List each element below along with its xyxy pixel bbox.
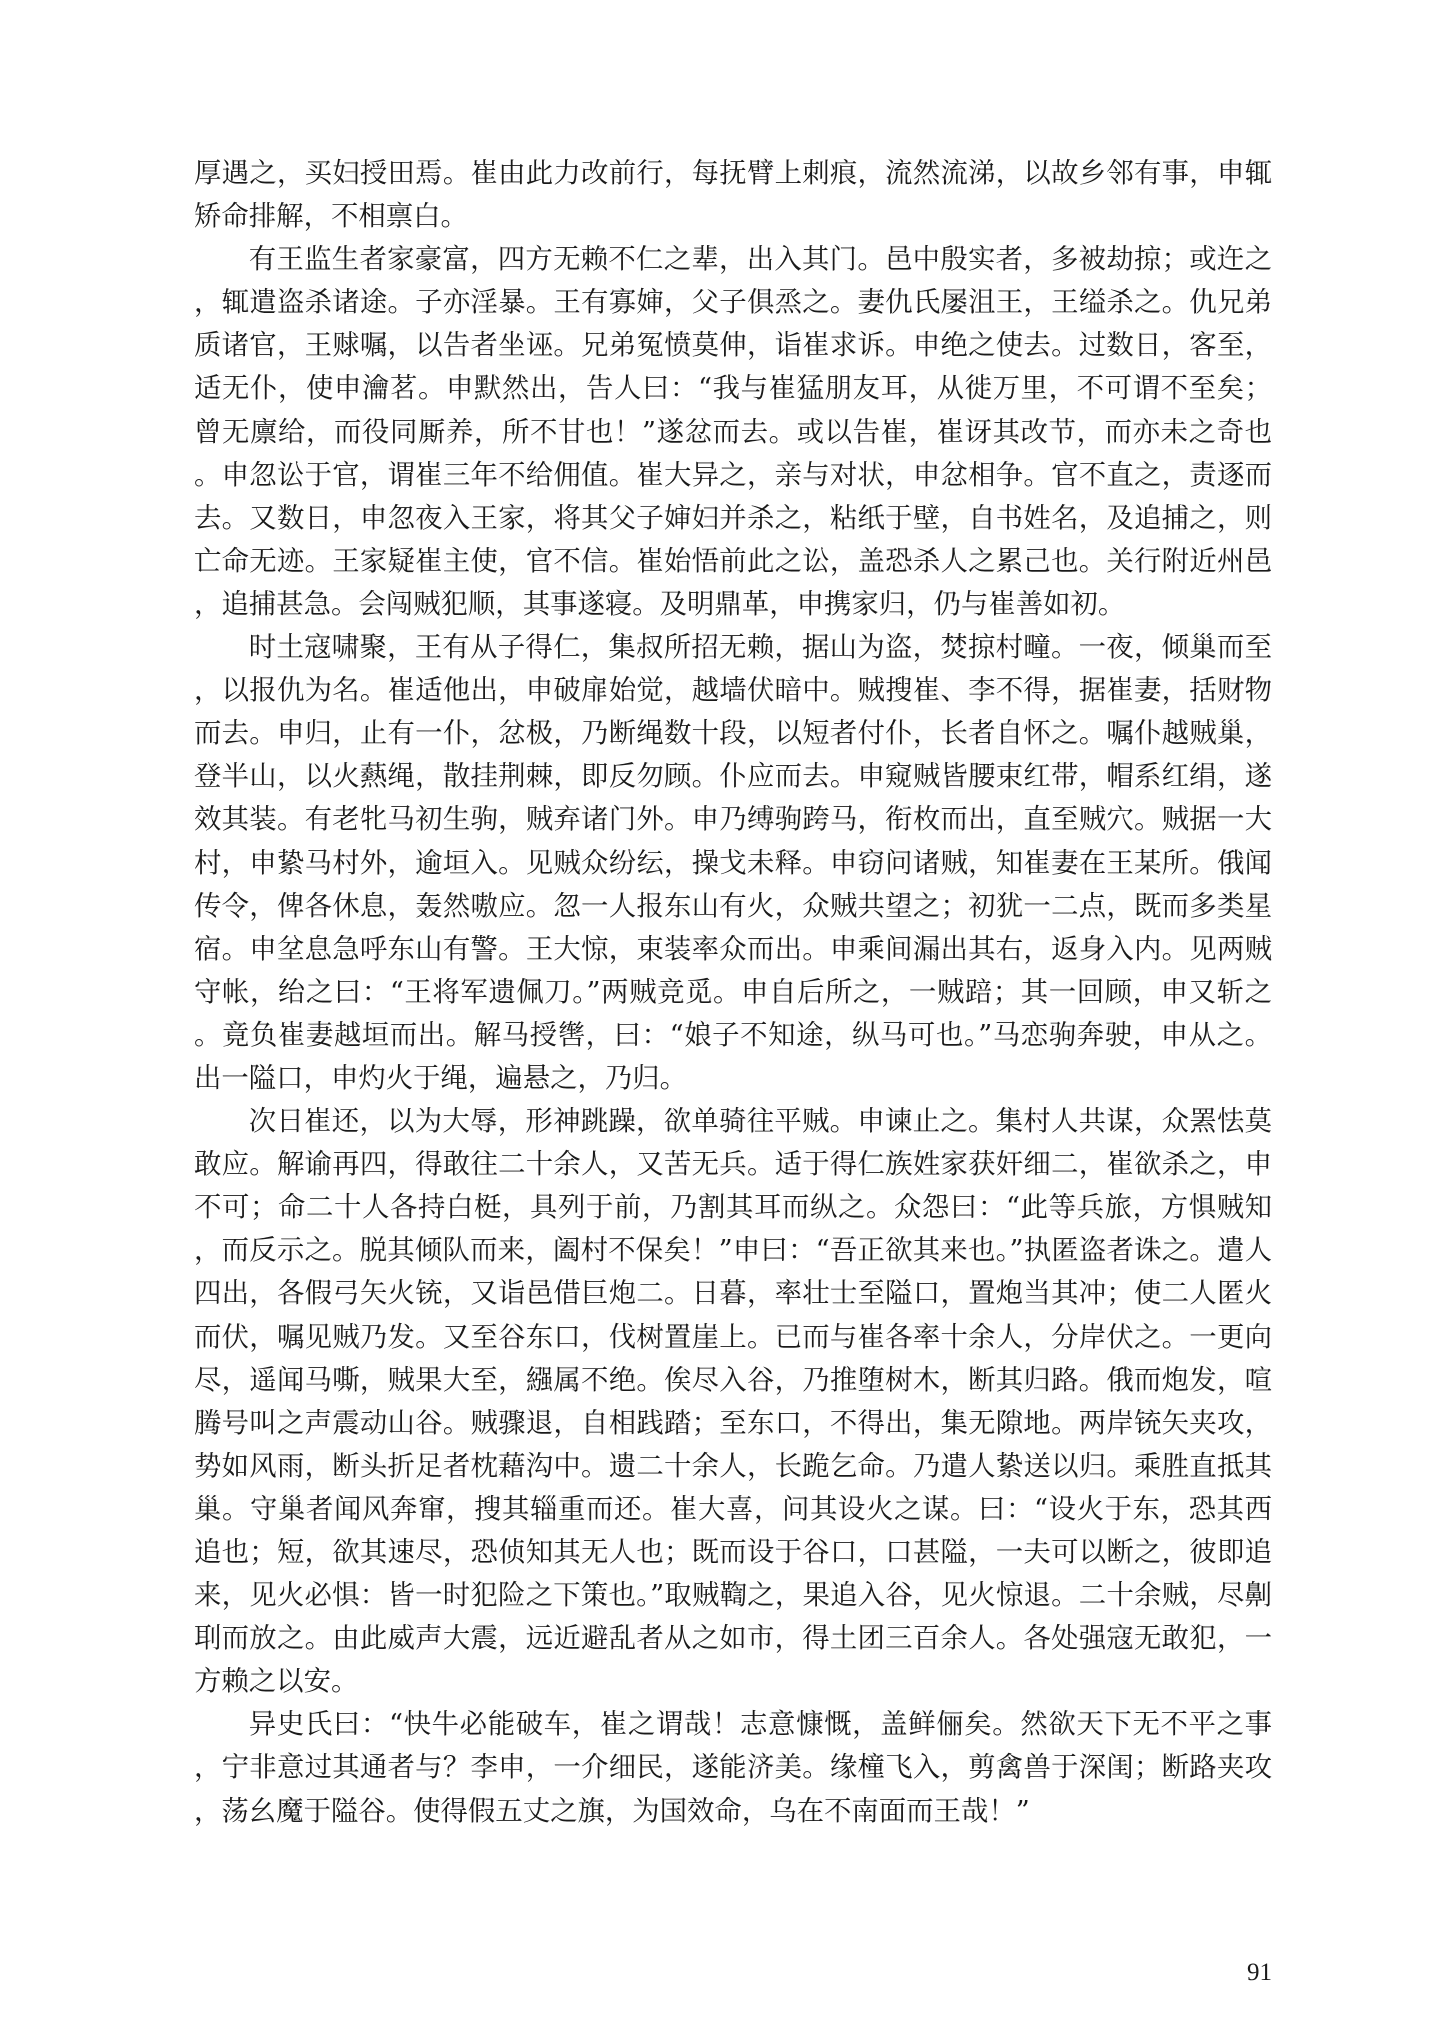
paragraph-wang-jiansheng: 有王监生者家豪富，四方无赖不仁之辈，出入其门。邑中殷实者，多被劫掠；或迕之，辄遣盗杀诸途。子亦淫暴。王有寡婶，父子俱烝之。妻仇氏屡沮王，王缢杀之。仇兄弟质诸官，王赇嘱，以告者坐诬。兄弟冤愤莫伸，诣崔求诉。申绝之使去。过数日，客至，适无仆，使申瀹茗。申默然出，告人曰：“我与崔猛朋友耳，从徙万里，不可谓不至矣；曾无廪给，而役同厮养，所不甘也！”遂忿而去。或以告崔，崔讶其改节，而亦未之奇也。申忽讼于官，谓崔三年不给佣值。崔大异之，亲与对状，申忿相争。官不直之，责逐而去。又数日，申忽夜入王家，将其父子婶妇并杀之，粘纸于壁，自书姓名，及追捕之，则亡命无迹。王家疑崔主使，官不信。崔始悟前此之讼，盖恐杀人之累己也。关行附近州邑，追捕甚急。会闯贼犯顺，其事遂寝。及明鼎革，申携家归，仍与崔善如初。 bbox=[194, 244, 1272, 620]
page-number: 91 bbox=[1247, 1959, 1272, 1986]
body-text bbox=[194, 152, 1272, 1833]
paragraph-commentary: 异史氏曰：“快牛必能破车，崔之谓哉！志意慷慨，盖鲜俪矣。然欲天下无不平之事，宁非意过其通者与？李申，一介细民，遂能济美。缘橦飞入，剪禽兽于深闺；断路夹攻，荡幺魔于隘谷。使得假五丈之旗，为国效命，乌在不南面而王哉！” bbox=[194, 1709, 1272, 1827]
paragraph-ambush: 次日崔还，以为大辱，形神跳躁，欲单骑往平贼。申谏止之。集村人共谋，众罴怯莫敢应。解谕再四，得敢往二十余人，又苦无兵。适于得仁族姓家获奸细二，崔欲杀之，申不可；命二十人各持白梃，具列于前，乃割其耳而纵之。众怨曰：“此等兵旅，方惧贼知，而反示之。脱其倾队而来，阖村不保矣！”申曰：“吾正欲其来也。”执匿盗者诛之。遣人四出，各假弓矢火铳，又诣邑借巨炮二。日暮，率壮士至隘口，置炮当其冲；使二人匿火而伏，嘱见贼乃发。又至谷东口，伐树置崖上。已而与崔各率十余人，分岸伏之。一更向尽，遥闻马嘶，贼果大至，繦属不绝。俟尽入谷，乃推堕树木，断其归路。俄而炮发，喧腾号叫之声震动山谷。贼骤退，自相践踏；至东口，不得出，集无隙地。两岸铳矢夹攻，势如风雨，断头折足者枕藉沟中。遗二十余人，长跪乞命。乃遣人絷送以归。乘胜直抵其巢。守巢者闻风奔窜，搜其辎重而还。崔大喜，问其设火之谋。曰：“设火于东，恐其西追也；短，欲其速尽，恐侦知其无人也；既而设于谷口，口甚隘，一夫可以断之，彼即追来，见火必惧：皆一时犯险之下策也。”取贼鞫之，果追入谷，见火惊退。二十余贼，尽劓刵而放之。由此威声大震，远近避乱者从之如市，得土团三百余人。各处强寇无敢犯，一方赖之以安。 bbox=[194, 1106, 1272, 1698]
paragraph-bandit-raid: 时土寇啸聚，王有从子得仁，集叔所招无赖，据山为盗，焚掠村疃。一夜，倾巢而至，以报仇为名。崔适他出，申破扉始觉，越墙伏暗中。贼搜崔、李不得，据崔妻，括财物而去。申归，止有一仆，忿极，乃断绳数十段，以短者付仆，长者自怀之。嘱仆越贼巢，登半山，以火爇绳，散挂荆棘，即反勿顾。仆应而去。申窥贼皆腰束红带，帽系红绢，遂效其装。有老牝马初生驹，贼弃诸门外。申乃缚驹跨马，衔枚而出，直至贼穴。贼据一大村，申絷马村外，逾垣入。见贼众纷纭，操戈未释。申窃问诸贼，知崔妻在王某所。俄闻传令，俾各休息，轰然嗷应。忽一人报东山有火，众贼共望之；初犹一二点，既而多类星宿。申坌息急呼东山有警。王大惊，束装率众而出。申乘间漏出其右，返身入内。见两贼守帐，绐之曰：“王将军遗佩刀。”两贼竞觅。申自后所之，一贼踣；其一回顾，申又斩之。竟负崔妻越垣而出。解马授辔，曰：“娘子不知途，纵马可也。”马恋驹奔驶，申从之。出一隘口，申灼火于绳，遍悬之，乃归。 bbox=[194, 632, 1272, 1094]
paragraph-continuation: 厚遇之，买妇授田焉。崔由此力改前行，每抚臂上刺痕，流然流涕，以故乡邻有事，申辄矫命排解，不相禀白。 bbox=[194, 158, 1272, 233]
